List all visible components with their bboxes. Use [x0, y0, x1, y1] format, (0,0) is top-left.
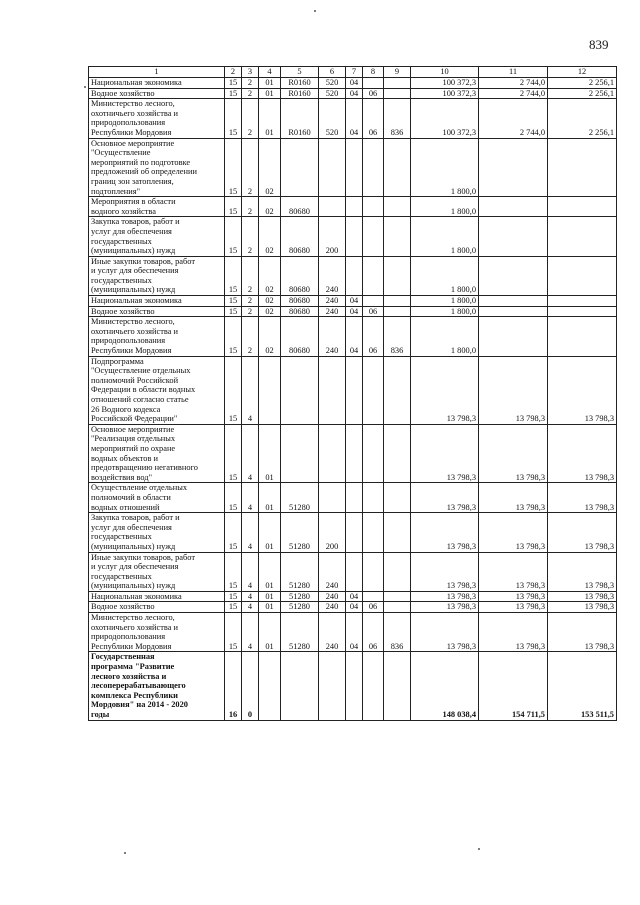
code-target-article: 80680: [281, 296, 319, 307]
row-name: Национальная экономика: [89, 296, 225, 307]
column-header: 4: [259, 67, 281, 78]
code-subsection: 06: [363, 99, 384, 138]
budget-table: [88, 66, 617, 721]
code-target-article: 80680: [281, 217, 319, 256]
code-ministry: 836: [384, 613, 411, 652]
code-subsection: [363, 552, 384, 591]
code-ministry: [384, 652, 411, 720]
code-section: 04: [346, 99, 363, 138]
code-target-article: [281, 356, 319, 424]
code-ministry: 836: [384, 99, 411, 138]
code-target-article: [281, 138, 319, 197]
column-header: 10: [411, 67, 479, 78]
code-ministry: [384, 552, 411, 591]
amount-col-12: 13 798,3: [548, 513, 617, 552]
code-main-event: 02: [259, 197, 281, 217]
amount-col-10: 13 798,3: [411, 356, 479, 424]
code-expense-type: 240: [319, 317, 346, 356]
code-subprogram: 2: [242, 317, 259, 356]
code-subprogram: 2: [242, 138, 259, 197]
code-main-event: 01: [259, 88, 281, 99]
table-row: [89, 99, 617, 138]
table-row: [89, 602, 617, 613]
code-subsection: [363, 483, 384, 513]
code-main-event: 01: [259, 602, 281, 613]
row-name: Национальная экономика: [89, 78, 225, 89]
row-name: Основное мероприятие "Реализация отдельных мероприятий по охране водных объектов и предотвращению негативного воздействия вод": [89, 424, 225, 483]
amount-col-11: 13 798,3: [479, 513, 548, 552]
amount-col-12: 13 798,3: [548, 602, 617, 613]
code-expense-type: 520: [319, 88, 346, 99]
amount-col-11: 2 744,0: [479, 99, 548, 138]
amount-col-12: 13 798,3: [548, 483, 617, 513]
code-subsection: 06: [363, 317, 384, 356]
amount-col-10: 13 798,3: [411, 483, 479, 513]
code-ministry: [384, 591, 411, 602]
table-row: [89, 138, 617, 197]
amount-col-12: 13 798,3: [548, 356, 617, 424]
scan-speck: [124, 852, 126, 854]
amount-col-11: [479, 197, 548, 217]
amount-col-11: 13 798,3: [479, 591, 548, 602]
code-ministry: [384, 138, 411, 197]
code-subsection: 06: [363, 613, 384, 652]
code-main-event: 01: [259, 424, 281, 483]
code-subprogram: 0: [242, 652, 259, 720]
column-header: 3: [242, 67, 259, 78]
code-program: 15: [225, 99, 242, 138]
table-row: [89, 256, 617, 295]
code-subsection: [363, 424, 384, 483]
code-target-article: 51280: [281, 513, 319, 552]
code-main-event: [259, 652, 281, 720]
amount-col-11: 2 744,0: [479, 88, 548, 99]
amount-col-11: [479, 317, 548, 356]
amount-col-10: 1 800,0: [411, 306, 479, 317]
code-main-event: 02: [259, 306, 281, 317]
code-expense-type: 200: [319, 217, 346, 256]
table-row: [89, 424, 617, 483]
code-expense-type: 240: [319, 591, 346, 602]
column-header: 8: [363, 67, 384, 78]
amount-col-12: 2 256,1: [548, 78, 617, 89]
amount-col-10: 13 798,3: [411, 513, 479, 552]
code-subsection: 06: [363, 602, 384, 613]
code-program: 15: [225, 602, 242, 613]
code-ministry: [384, 256, 411, 295]
code-subsection: [363, 652, 384, 720]
code-expense-type: 520: [319, 99, 346, 138]
row-name: Национальная экономика: [89, 591, 225, 602]
row-name: Министерство лесного, охотничьего хозяйства и природопользования Республики Мордовия: [89, 317, 225, 356]
row-name: Подпрограмма "Осуществление отдельных полномочий Российской Федерации в области водных отношений согласно статье 26 Водного кодекса Российской Федерации": [89, 356, 225, 424]
code-target-article: 80680: [281, 197, 319, 217]
amount-col-10: 13 798,3: [411, 424, 479, 483]
row-name: Осуществление отдельных полномочий в области водных отношений: [89, 483, 225, 513]
column-header: 5: [281, 67, 319, 78]
column-header: 12: [548, 67, 617, 78]
amount-col-11: 13 798,3: [479, 552, 548, 591]
amount-col-11: [479, 138, 548, 197]
code-expense-type: 240: [319, 602, 346, 613]
code-subsection: 06: [363, 306, 384, 317]
code-subprogram: 2: [242, 99, 259, 138]
code-section: [346, 356, 363, 424]
code-expense-type: [319, 652, 346, 720]
amount-col-12: [548, 306, 617, 317]
table-row: [89, 513, 617, 552]
code-subprogram: 4: [242, 613, 259, 652]
code-section: [346, 552, 363, 591]
code-subprogram: 2: [242, 78, 259, 89]
code-main-event: 02: [259, 296, 281, 307]
row-name: Министерство лесного, охотничьего хозяйства и природопользования Республики Мордовия: [89, 613, 225, 652]
code-section: 04: [346, 78, 363, 89]
row-name: Водное хозяйство: [89, 88, 225, 99]
amount-col-11: 13 798,3: [479, 483, 548, 513]
code-target-article: 51280: [281, 483, 319, 513]
row-name: Закупка товаров, работ и услуг для обеспечения государственных (муниципальных) нужд: [89, 217, 225, 256]
code-subsection: [363, 256, 384, 295]
table-row: [89, 552, 617, 591]
row-name: Водное хозяйство: [89, 306, 225, 317]
code-subsection: [363, 78, 384, 89]
code-subprogram: 2: [242, 296, 259, 307]
amount-col-12: 13 798,3: [548, 591, 617, 602]
code-section: 04: [346, 613, 363, 652]
column-header: 1: [89, 67, 225, 78]
code-program: 15: [225, 613, 242, 652]
amount-col-12: [548, 296, 617, 307]
code-ministry: [384, 513, 411, 552]
amount-col-10: 13 798,3: [411, 602, 479, 613]
amount-col-12: 13 798,3: [548, 552, 617, 591]
code-subprogram: 4: [242, 424, 259, 483]
amount-col-10: 100 372,3: [411, 88, 479, 99]
code-subsection: 06: [363, 88, 384, 99]
code-program: 15: [225, 356, 242, 424]
code-section: 04: [346, 88, 363, 99]
scan-speck: [478, 848, 480, 850]
amount-col-10: 100 372,3: [411, 99, 479, 138]
table-row: [89, 591, 617, 602]
code-program: 15: [225, 306, 242, 317]
code-main-event: 01: [259, 513, 281, 552]
scan-speck: [84, 86, 86, 88]
code-section: [346, 217, 363, 256]
code-target-article: 51280: [281, 552, 319, 591]
code-section: [346, 483, 363, 513]
code-ministry: [384, 424, 411, 483]
amount-col-12: [548, 197, 617, 217]
amount-col-12: [548, 217, 617, 256]
code-main-event: 01: [259, 483, 281, 513]
code-program: 15: [225, 197, 242, 217]
code-subprogram: 2: [242, 217, 259, 256]
code-expense-type: 240: [319, 256, 346, 295]
code-subprogram: 2: [242, 306, 259, 317]
code-section: [346, 138, 363, 197]
table-row: [89, 78, 617, 89]
table-row: [89, 306, 617, 317]
code-expense-type: 240: [319, 306, 346, 317]
table-row: [89, 613, 617, 652]
amount-col-10: 1 800,0: [411, 317, 479, 356]
table-row: [89, 356, 617, 424]
code-ministry: [384, 483, 411, 513]
amount-col-11: 154 711,5: [479, 652, 548, 720]
code-target-article: R0160: [281, 78, 319, 89]
code-main-event: 01: [259, 99, 281, 138]
code-program: 15: [225, 217, 242, 256]
code-program: 15: [225, 424, 242, 483]
code-subprogram: 4: [242, 591, 259, 602]
code-section: [346, 424, 363, 483]
code-target-article: 80680: [281, 256, 319, 295]
table-row: [89, 217, 617, 256]
amount-col-12: 2 256,1: [548, 99, 617, 138]
code-main-event: 01: [259, 613, 281, 652]
code-ministry: 836: [384, 317, 411, 356]
row-name: Основное мероприятие "Осуществление мероприятий по подготовке предложений об определении границ зон затопления, подтопления": [89, 138, 225, 197]
code-target-article: R0160: [281, 88, 319, 99]
page-number: 839: [589, 37, 609, 52]
code-expense-type: 240: [319, 296, 346, 307]
code-program: 15: [225, 513, 242, 552]
table-row: [89, 652, 617, 720]
code-subprogram: 2: [242, 88, 259, 99]
code-main-event: 01: [259, 591, 281, 602]
code-ministry: [384, 306, 411, 317]
column-header: 11: [479, 67, 548, 78]
code-expense-type: 520: [319, 78, 346, 89]
code-main-event: 01: [259, 552, 281, 591]
code-section: 04: [346, 602, 363, 613]
code-program: 15: [225, 256, 242, 295]
code-ministry: [384, 296, 411, 307]
code-expense-type: [319, 138, 346, 197]
amount-col-10: 148 038,4: [411, 652, 479, 720]
scan-speck: [314, 10, 316, 12]
code-ministry: [384, 88, 411, 99]
code-expense-type: 240: [319, 613, 346, 652]
code-subprogram: 2: [242, 256, 259, 295]
code-expense-type: [319, 424, 346, 483]
amount-col-12: [548, 256, 617, 295]
column-header: 2: [225, 67, 242, 78]
amount-col-10: 1 800,0: [411, 256, 479, 295]
code-main-event: 02: [259, 138, 281, 197]
row-name: Иные закупки товаров, работ и услуг для обеспечения государственных (муниципальных) нужд: [89, 256, 225, 295]
code-target-article: 80680: [281, 317, 319, 356]
code-ministry: [384, 356, 411, 424]
amount-col-11: 2 744,0: [479, 78, 548, 89]
code-subsection: [363, 513, 384, 552]
amount-col-11: [479, 256, 548, 295]
amount-col-12: 153 511,5: [548, 652, 617, 720]
code-program: 15: [225, 78, 242, 89]
amount-col-10: 1 800,0: [411, 217, 479, 256]
code-subsection: [363, 138, 384, 197]
code-target-article: R0160: [281, 99, 319, 138]
amount-col-11: 13 798,3: [479, 602, 548, 613]
code-program: 15: [225, 591, 242, 602]
code-subprogram: 4: [242, 483, 259, 513]
amount-col-10: 13 798,3: [411, 552, 479, 591]
amount-col-10: 1 800,0: [411, 197, 479, 217]
row-name: Водное хозяйство: [89, 602, 225, 613]
amount-col-11: [479, 217, 548, 256]
code-subsection: [363, 591, 384, 602]
code-program: 15: [225, 138, 242, 197]
amount-col-10: 100 372,3: [411, 78, 479, 89]
table-body: [89, 78, 617, 721]
row-name: Министерство лесного, охотничьего хозяйства и природопользования Республики Мордовия: [89, 99, 225, 138]
code-program: 15: [225, 88, 242, 99]
code-expense-type: 200: [319, 513, 346, 552]
amount-col-11: 13 798,3: [479, 356, 548, 424]
row-name: Государственная программа "Развитие лесного хозяйства и лесоперерабатывающего комплекса Республики Мордовия" на 2014 - 2020 годы: [89, 652, 225, 720]
code-expense-type: [319, 483, 346, 513]
code-subsection: [363, 197, 384, 217]
code-subsection: [363, 217, 384, 256]
column-header: 7: [346, 67, 363, 78]
row-name: Иные закупки товаров, работ и услуг для обеспечения государственных (муниципальных) нужд: [89, 552, 225, 591]
code-program: 15: [225, 552, 242, 591]
code-main-event: 02: [259, 256, 281, 295]
code-subprogram: 4: [242, 552, 259, 591]
amount-col-11: [479, 306, 548, 317]
amount-col-10: 1 800,0: [411, 296, 479, 307]
column-header: 6: [319, 67, 346, 78]
table-row: [89, 317, 617, 356]
amount-col-10: 1 800,0: [411, 138, 479, 197]
code-ministry: [384, 217, 411, 256]
code-section: [346, 256, 363, 295]
code-section: [346, 513, 363, 552]
code-subsection: [363, 356, 384, 424]
column-header: 9: [384, 67, 411, 78]
code-main-event: 02: [259, 217, 281, 256]
code-main-event: 02: [259, 317, 281, 356]
code-section: 04: [346, 591, 363, 602]
amount-col-10: 13 798,3: [411, 591, 479, 602]
code-ministry: [384, 602, 411, 613]
code-program: 15: [225, 296, 242, 307]
code-expense-type: [319, 197, 346, 217]
table-row: [89, 88, 617, 99]
code-target-article: 51280: [281, 591, 319, 602]
code-section: [346, 652, 363, 720]
header-row: [89, 67, 617, 78]
code-target-article: 80680: [281, 306, 319, 317]
amount-col-12: [548, 317, 617, 356]
table-row: [89, 197, 617, 217]
code-target-article: 51280: [281, 602, 319, 613]
code-subprogram: 2: [242, 197, 259, 217]
code-subprogram: 4: [242, 513, 259, 552]
code-program: 16: [225, 652, 242, 720]
amount-col-10: 13 798,3: [411, 613, 479, 652]
table-row: [89, 296, 617, 307]
code-target-article: 51280: [281, 613, 319, 652]
code-program: 15: [225, 317, 242, 356]
code-section: 04: [346, 317, 363, 356]
code-target-article: [281, 652, 319, 720]
amount-col-12: 13 798,3: [548, 613, 617, 652]
code-section: 04: [346, 306, 363, 317]
table-row: [89, 483, 617, 513]
code-section: 04: [346, 296, 363, 307]
amount-col-12: 13 798,3: [548, 424, 617, 483]
code-subprogram: 4: [242, 602, 259, 613]
row-name: Мероприятия в области водного хозяйства: [89, 197, 225, 217]
amount-col-12: 2 256,1: [548, 88, 617, 99]
amount-col-12: [548, 138, 617, 197]
code-program: 15: [225, 483, 242, 513]
code-expense-type: 240: [319, 552, 346, 591]
amount-col-11: 13 798,3: [479, 613, 548, 652]
code-main-event: [259, 356, 281, 424]
code-expense-type: [319, 356, 346, 424]
amount-col-11: 13 798,3: [479, 424, 548, 483]
code-ministry: [384, 78, 411, 89]
code-subprogram: 4: [242, 356, 259, 424]
amount-col-11: [479, 296, 548, 307]
code-main-event: 01: [259, 78, 281, 89]
code-target-article: [281, 424, 319, 483]
row-name: Закупка товаров, работ и услуг для обеспечения государственных (муниципальных) нужд: [89, 513, 225, 552]
code-subsection: [363, 296, 384, 307]
code-section: [346, 197, 363, 217]
code-ministry: [384, 197, 411, 217]
